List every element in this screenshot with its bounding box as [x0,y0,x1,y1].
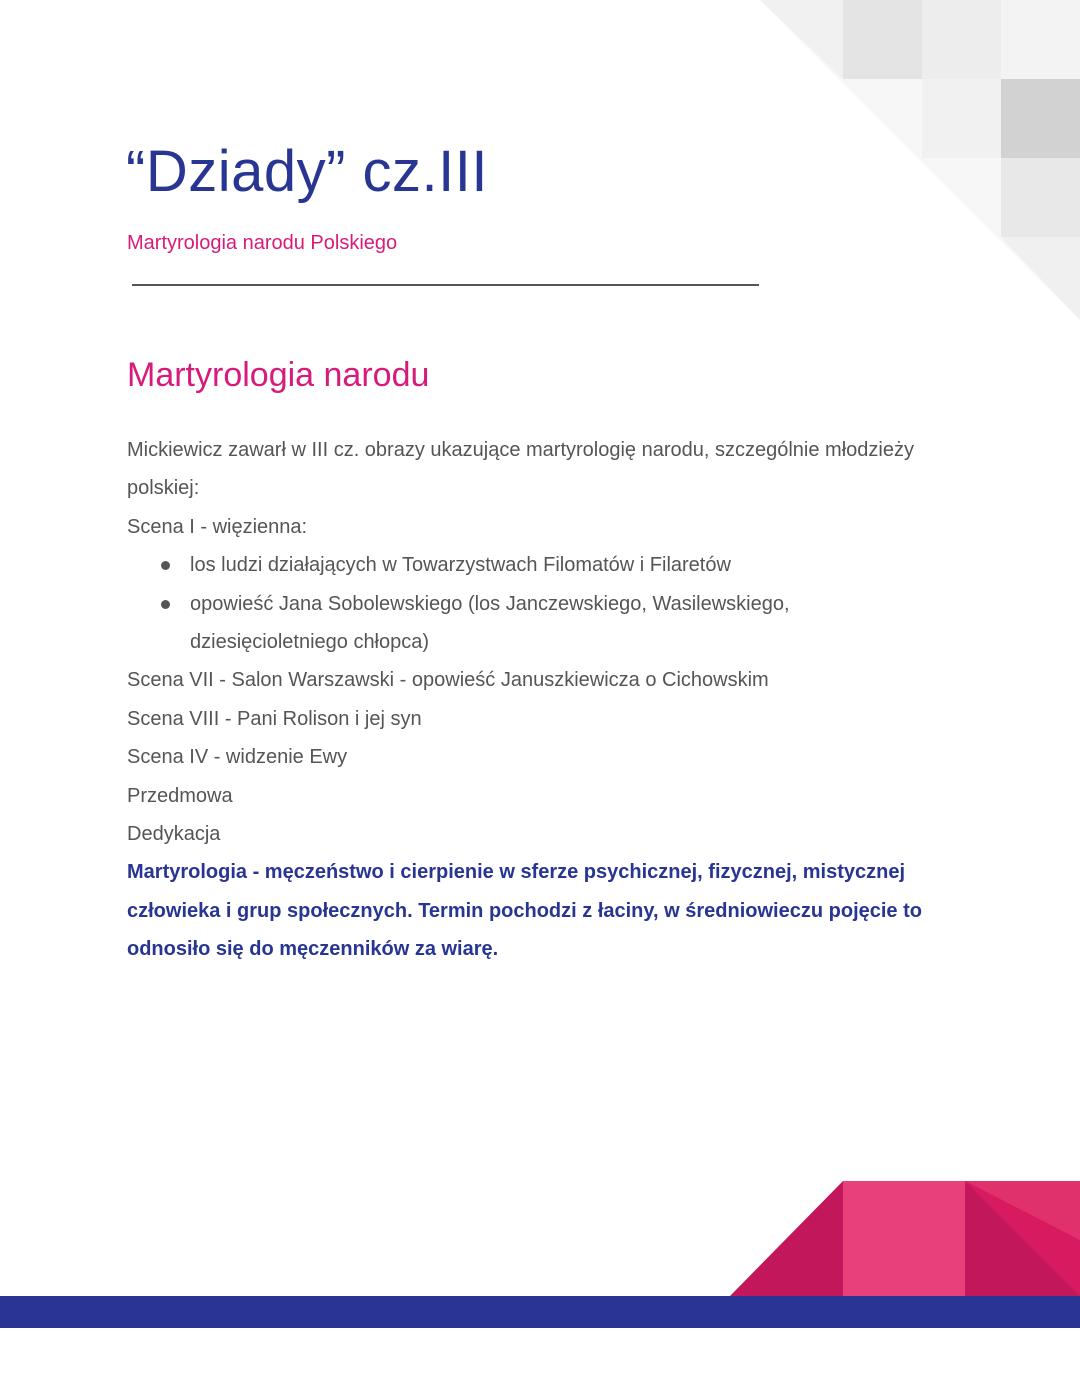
list-item [127,546,937,584]
section-heading: Martyrologia narodu [127,356,430,394]
scene-line: Przedmowa [127,784,233,807]
list-item [127,585,937,662]
title-divider [132,284,759,286]
scene-label: Scena I - więzienna: [127,515,308,538]
page-title: “Dziady” cz.III [126,139,488,204]
scene-line: Scena VII - Salon Warszawski - opowieść Januszkiewicza o Cichowskim [127,669,769,692]
scene-line: Scena VIII - Pani Rolison i jej syn [127,707,422,730]
scene-line: Scena IV - widzenie Ewy [127,746,348,769]
bullet-icon [161,600,170,609]
list-item-text: opowieść Jana Sobolewskiego (los Janczewskiego, Wasilewskiego, dziesięcioletniego chłopca) [190,592,790,654]
list-item-text: los ludzi działających w Towarzystwach Filomatów i Filaretów [190,554,731,577]
page-subtitle: Martyrologia narodu Polskiego [127,232,398,254]
scene-line: Dedykacja [127,823,221,846]
intro-paragraph: Mickiewicz zawarł w III cz. obrazy ukazujące martyrologię narodu, szczególnie młodzieży polskiej: [127,439,914,500]
definition-paragraph: Martyrologia - męczeństwo i cierpienie w sferze psychicznej, fizycznej, mistycznej człowieka i grup społecznych. Termin pochodzi z łaciny, w średniowieczu pojęcie to odnosiło się do męczenników za wiarę. [127,861,922,961]
scene-list [127,546,937,661]
section-body [127,431,937,969]
bullet-icon [161,561,170,570]
footer-decoration [0,1170,1080,1397]
